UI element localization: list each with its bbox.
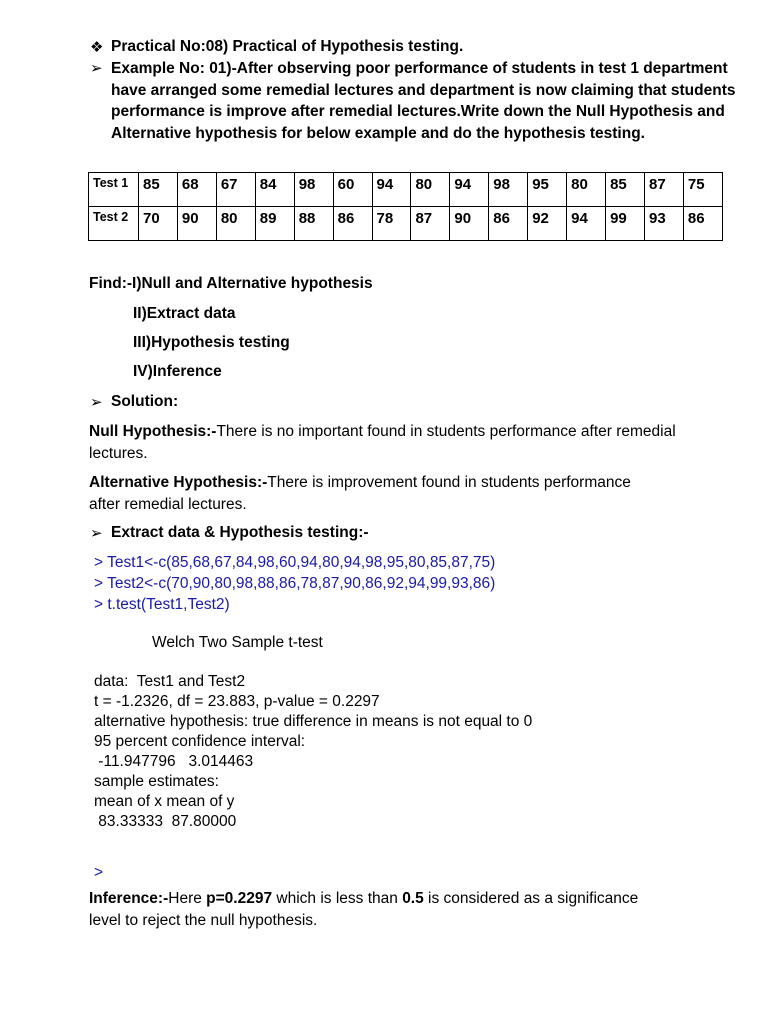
null-hypothesis <box>89 421 729 464</box>
row-label: Test 1 <box>89 173 139 207</box>
score-cell: 86 <box>333 207 372 241</box>
score-cell: 86 <box>683 207 722 241</box>
find-item: II)Extract data <box>133 305 236 322</box>
arrow-bullet-icon: ➢ <box>90 394 103 411</box>
output-line: -11.947796 3.014463 <box>94 753 254 770</box>
inference <box>89 888 649 931</box>
alternative-hypothesis-label: Alternative Hypothesis:- <box>89 474 268 491</box>
score-cell: 78 <box>372 207 411 241</box>
score-cell: 95 <box>528 173 567 207</box>
arrow-bullet-icon: ➢ <box>90 60 103 77</box>
find-item: III)Hypothesis testing <box>133 334 290 351</box>
null-hypothesis-label: Null Hypothesis:- <box>89 423 217 440</box>
output-line: data: Test1 and Test2 <box>94 673 246 690</box>
example-text: Example No: 01)-After observing poor performance of students in test 1 department have arranged some remedial lectures and department is now claiming that students performance is improve after remedial lectures.Write down the Null Hypothesis and Alternative hypothesis for below example and do the hypothesis testing. <box>111 60 736 142</box>
score-cell: 94 <box>372 173 411 207</box>
score-cell: 89 <box>255 207 294 241</box>
code-prompt: > <box>94 864 104 881</box>
output-line: 83.33333 87.80000 <box>94 813 237 830</box>
score-cell: 68 <box>177 173 216 207</box>
score-cell: 98 <box>489 173 528 207</box>
find-item: IV)Inference <box>133 363 222 380</box>
score-cell: 94 <box>450 173 489 207</box>
score-cell: 87 <box>644 173 683 207</box>
score-cell: 99 <box>606 207 645 241</box>
score-cell: 80 <box>411 173 450 207</box>
output-line: alternative hypothesis: true difference in means is not equal to 0 <box>94 713 533 730</box>
code-line: > Test2<-c(70,90,80,98,88,86,78,87,90,86,92,94,99,93,86) <box>94 575 496 592</box>
score-cell: 75 <box>683 173 722 207</box>
score-cell: 98 <box>294 173 333 207</box>
score-cell: 94 <box>567 207 606 241</box>
output-title: Welch Two Sample t-test <box>152 634 323 651</box>
score-cell: 90 <box>450 207 489 241</box>
score-cell: 93 <box>644 207 683 241</box>
score-cell: 85 <box>139 173 178 207</box>
row-label: Test 2 <box>89 207 139 241</box>
score-cell: 90 <box>177 207 216 241</box>
p-value: p=0.2297 <box>206 890 273 907</box>
diamond-bullet-icon: ❖ <box>90 39 104 56</box>
score-cell: 80 <box>567 173 606 207</box>
significance-threshold: 0.5 <box>402 890 424 907</box>
inference-text: is considered as a significance level to reject the null hypothesis. <box>89 890 639 929</box>
score-cell: 84 <box>255 173 294 207</box>
score-cell: 70 <box>139 207 178 241</box>
score-cell: 60 <box>333 173 372 207</box>
inference-text: Here <box>168 890 207 907</box>
score-cell: 92 <box>528 207 567 241</box>
arrow-bullet-icon: ➢ <box>90 525 103 542</box>
extract-label: Extract data & Hypothesis testing:- <box>111 524 369 541</box>
code-line: > Test1<-c(85,68,67,84,98,60,94,80,94,98,95,80,85,87,75) <box>94 554 496 571</box>
scores-table <box>88 172 723 241</box>
null-hypothesis-text: There is no important found in students performance after remedial lectures. <box>89 423 676 462</box>
inference-label: Inference:- <box>89 890 169 907</box>
table-row <box>89 173 723 207</box>
alternative-hypothesis-text: There is improvement found in students performance after remedial lectures. <box>89 474 631 513</box>
table-row <box>89 207 723 241</box>
score-cell: 88 <box>294 207 333 241</box>
inference-text: which is less than <box>272 890 403 907</box>
output-line: t = -1.2326, df = 23.883, p-value = 0.2297 <box>94 693 380 710</box>
code-line: > t.test(Test1,Test2) <box>94 596 230 613</box>
score-cell: 87 <box>411 207 450 241</box>
score-cell: 67 <box>216 173 255 207</box>
score-cell: 80 <box>216 207 255 241</box>
practical-title: Practical No:08) Practical of Hypothesis testing. <box>111 38 464 55</box>
alternative-hypothesis <box>89 472 649 515</box>
solution-label: Solution: <box>111 393 179 410</box>
output-line: sample estimates: <box>94 773 219 790</box>
score-cell: 85 <box>606 173 645 207</box>
score-cell: 86 <box>489 207 528 241</box>
find-title: Find:-I)Null and Alternative hypothesis <box>89 275 373 292</box>
output-line: 95 percent confidence interval: <box>94 733 306 750</box>
output-line: mean of x mean of y <box>94 793 235 810</box>
